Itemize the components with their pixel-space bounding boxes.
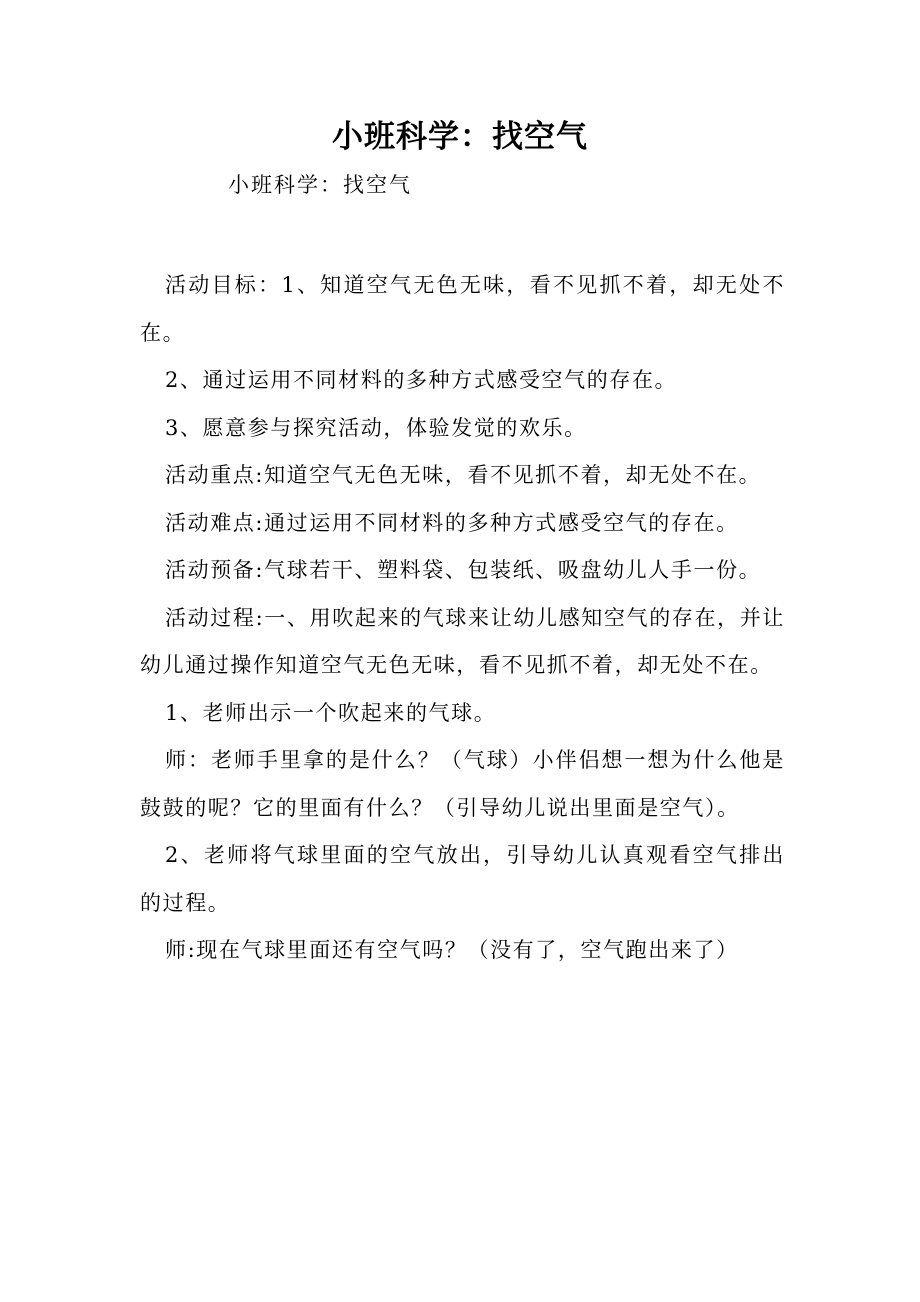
document-title: 小班科学：找空气 [332,119,588,155]
document-body [140,262,785,975]
document-subtitle: 小班科学：找空气 [228,173,412,197]
paragraph-step-2: 2、老师将气球里面的空气放出，引导幼儿认真观看空气排出的过程。 [140,843,785,915]
paragraph-objective-2: 2、通过运用不同材料的多种方式感受空气的存在。 [165,368,678,392]
paragraph-teacher-question-1: 师：老师手里拿的是什么？（气球）小伴侣想一想为什么他是鼓鼓的呢？它的里面有什么？（引导幼儿说出里面是空气）。 [140,748,785,820]
paragraph-preparation: 活动预备:气球若干、塑料袋、包装纸、吸盘幼儿人手一份。 [165,558,762,582]
paragraph-teacher-question-2: 师:现在气球里面还有空气吗？（没有了，空气跑出来了） [165,938,739,962]
paragraph-process: 活动过程:一、用吹起来的气球来让幼儿感知空气的存在，并让幼儿通过操作知道空气无色无味，看不见抓不着，却无处不在。 [140,605,785,677]
paragraph-step-1: 1、老师出示一个吹起来的气球。 [165,700,497,725]
paragraph-objective-3: 3、愿意参与探究活动，体验发觉的欢乐。 [165,415,587,440]
paragraph-difficulties: 活动难点:通过运用不同材料的多种方式感受空气的存在。 [165,510,739,535]
paragraph-objectives: 活动目标：1、知道空气无色无味，看不见抓不着，却无处不在。 [140,273,785,345]
paragraph-key-points: 活动重点:知道空气无色无味，看不见抓不着，却无处不在。 [165,463,762,487]
